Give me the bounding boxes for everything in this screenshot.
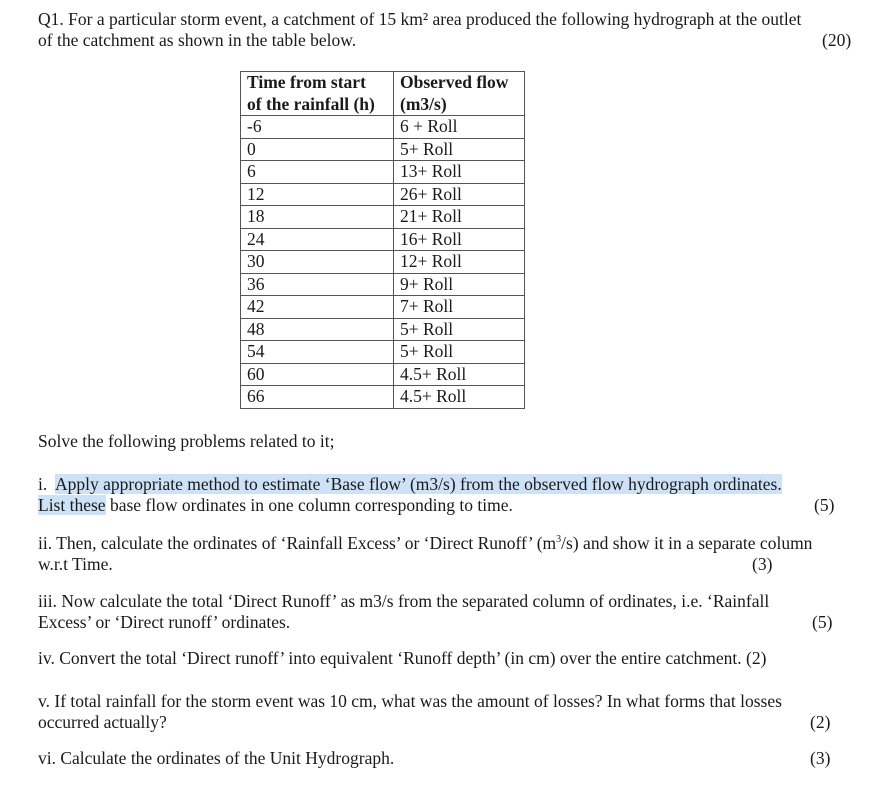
question-line-1: Q1. For a particular storm event, a catchment of 15 km² area produced the following hydrograph at the outlet — [38, 9, 802, 29]
time-cell: 30 — [241, 251, 394, 274]
part-iii-line-2: Excess’ or ‘Direct runoff’ ordinates. — [38, 612, 291, 632]
flow-column-header — [394, 72, 525, 116]
table-row — [241, 161, 525, 184]
time-cell: 36 — [241, 273, 394, 296]
flow-cell: 5+ Roll — [394, 138, 525, 161]
flow-cell: 26+ Roll — [394, 183, 525, 206]
table-row — [241, 296, 525, 319]
part-ii-text-a: ii. Then, calculate the ordinates of ‘Rainfall Excess’ or ‘Direct Runoff’ (m — [38, 533, 557, 553]
question-marks: (20) — [822, 30, 852, 50]
time-header-line-1: Time from start — [247, 72, 366, 92]
part-i-prefix: i. — [38, 474, 56, 494]
part-v-marks: (2) — [810, 712, 831, 732]
intro-text: Solve the following problems related to it; — [38, 431, 335, 451]
part-vi-line-1: vi. Calculate the ordinates of the Unit Hydrograph. — [38, 748, 395, 768]
table-row — [241, 318, 525, 341]
part-ii-line-2: w.r.t Time. — [38, 554, 113, 574]
part-ii-superscript: 3 — [556, 534, 562, 546]
flow-cell: 12+ Roll — [394, 251, 525, 274]
table-row — [241, 273, 525, 296]
part-iii-marks: (5) — [812, 612, 833, 632]
flow-cell: 7+ Roll — [394, 296, 525, 319]
time-cell: 12 — [241, 183, 394, 206]
part-i-marks: (5) — [814, 495, 835, 515]
part-iv-line-1: iv. Convert the total ‘Direct runoff’ into equivalent ‘Runoff depth’ (in cm) over the entire catchment. (2) — [38, 648, 767, 668]
time-cell: -6 — [241, 116, 394, 139]
part-vi-marks: (3) — [810, 748, 831, 768]
table-row — [241, 228, 525, 251]
flow-cell: 21+ Roll — [394, 206, 525, 229]
time-column-header — [241, 72, 394, 116]
flow-cell: 9+ Roll — [394, 273, 525, 296]
part-ii-marks: (3) — [752, 554, 773, 574]
flow-header-line-1: Observed flow — [400, 72, 509, 92]
part-v-line-2: occurred actually? — [38, 712, 167, 732]
time-cell: 66 — [241, 386, 394, 409]
flow-cell: 5+ Roll — [394, 341, 525, 364]
part-i-line-2 — [38, 495, 513, 516]
time-cell: 54 — [241, 341, 394, 364]
part-i-highlight-1: Apply appropriate method to estimate ‘Base flow’ (m3/s) from the observed flow hydrograph ordinates. — [55, 474, 782, 494]
time-cell: 60 — [241, 363, 394, 386]
table-row — [241, 138, 525, 161]
hydrograph-table — [240, 71, 525, 409]
table-row — [241, 183, 525, 206]
time-cell: 6 — [241, 161, 394, 184]
part-ii-line-1 — [38, 533, 812, 554]
time-cell: 24 — [241, 228, 394, 251]
time-cell: 48 — [241, 318, 394, 341]
flow-cell: 4.5+ Roll — [394, 363, 525, 386]
flow-cell: 6 + Roll — [394, 116, 525, 139]
time-cell: 42 — [241, 296, 394, 319]
part-v-line-1: v. If total rainfall for the storm event was 10 cm, what was the amount of losses? In what forms that losses — [38, 691, 782, 711]
table-row — [241, 206, 525, 229]
time-header-line-2: of the rainfall (h) — [247, 93, 375, 114]
time-cell: 18 — [241, 206, 394, 229]
flow-cell: 4.5+ Roll — [394, 386, 525, 409]
part-i-rest: base flow ordinates in one column corresponding to time. — [105, 495, 513, 515]
part-i-highlight-2: List these — [38, 495, 106, 515]
table-row — [241, 341, 525, 364]
table-row — [241, 386, 525, 409]
flow-header-line-2: (m3/s) — [400, 93, 447, 114]
table-header-row — [241, 72, 525, 116]
table-row — [241, 251, 525, 274]
table-row — [241, 116, 525, 139]
time-cell: 0 — [241, 138, 394, 161]
flow-cell: 13+ Roll — [394, 161, 525, 184]
part-i-line-1 — [38, 474, 782, 495]
part-iii-line-1: iii. Now calculate the total ‘Direct Runoff’ as m3/s from the separated column of ordinates, i.e. ‘Rainfall — [38, 591, 770, 611]
part-ii-text-b: /s) and show it in a separate column — [561, 533, 813, 553]
flow-cell: 5+ Roll — [394, 318, 525, 341]
question-line-2: of the catchment as shown in the table below. — [38, 30, 357, 50]
table-row — [241, 363, 525, 386]
flow-cell: 16+ Roll — [394, 228, 525, 251]
